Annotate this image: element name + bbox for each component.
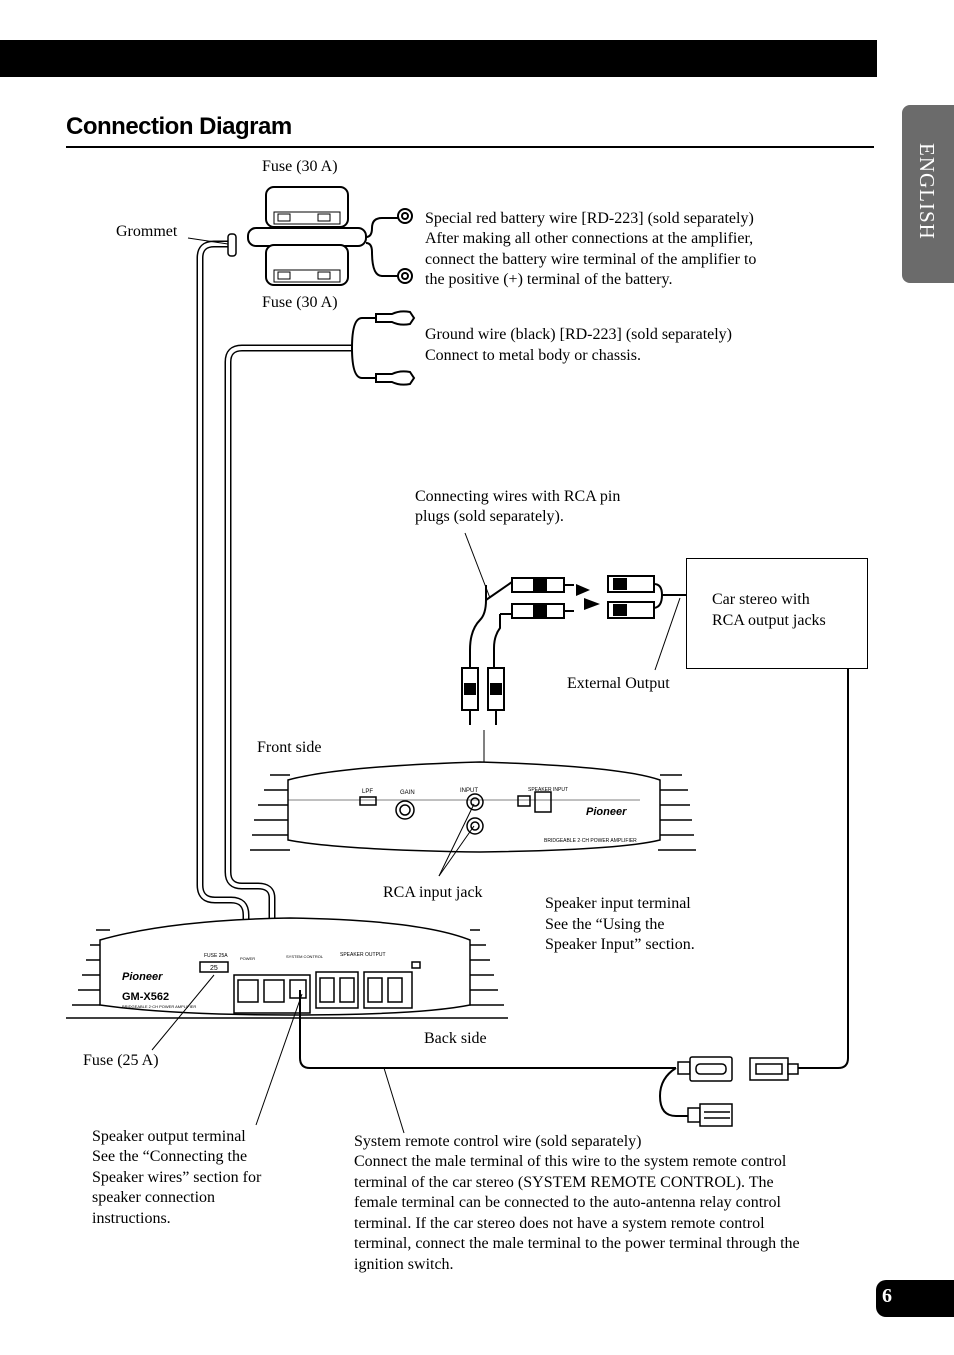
external-output-label: External Output	[567, 675, 670, 692]
speaker-input-line-1: Speaker input terminal	[545, 895, 691, 912]
fuse-25-label: Fuse (25 A)	[83, 1052, 159, 1069]
arrow-icon	[576, 584, 600, 610]
battery-wire-line-2: After making all other connections at the amplifier,	[425, 230, 754, 247]
grommet-label: Grommet	[116, 223, 178, 240]
amp-front-speaker-input: SPEAKER INPUT	[528, 787, 569, 793]
speaker-output-line-1: Speaker output terminal	[92, 1128, 246, 1145]
system-remote-line-2: Connect the male terminal of this wire to the system remote control	[354, 1153, 787, 1170]
fuse-holder-icon	[248, 187, 366, 285]
car-stereo-line-2: RCA output jacks	[712, 612, 826, 629]
rca-cable-icon	[462, 576, 686, 725]
system-remote-line-5: terminal. If the car stereo does not have a system remote control	[354, 1215, 765, 1232]
amp-front-tagline: BRIDGEABLE 2·CH POWER AMPLIFIER	[544, 838, 637, 844]
amp-back-fuse-value: 25	[210, 965, 218, 972]
rca-wires-line-2: plugs (sold separately).	[415, 508, 564, 525]
battery-wire-line-4: the positive (+) terminal of the battery.	[425, 271, 673, 288]
battery-terminal-icon	[366, 209, 412, 283]
fuse-top-label: Fuse (30 A)	[262, 158, 338, 175]
page-title: Connection Diagram	[66, 113, 292, 140]
ground-terminal-icon	[352, 311, 414, 384]
speaker-output-line-2: See the “Connecting the	[92, 1148, 248, 1165]
back-side-label: Back side	[424, 1030, 487, 1047]
amp-back-brand: Pioneer	[122, 971, 163, 983]
amp-back-tagline: BRIDGEABLE 2·CH POWER AMPLIFIER	[122, 1004, 197, 1009]
rca-wires-line-1: Connecting wires with RCA pin	[415, 488, 621, 505]
speaker-input-line-2: See the “Using the	[545, 916, 665, 933]
amplifier-back-illustration	[66, 918, 508, 1018]
amp-back-model: GM-X562	[122, 991, 170, 1003]
language-tab-label: ENGLISH	[915, 143, 939, 240]
rca-input-jack-label: RCA input jack	[383, 884, 483, 901]
car-stereo-line-1: Car stereo with	[712, 591, 810, 608]
amp-back-system-control: SYSTEM CONTROL	[286, 954, 324, 959]
system-remote-line-4: female terminal can be connected to the auto-antenna relay control	[354, 1194, 781, 1211]
car-stereo-box	[686, 558, 868, 669]
speaker-input-line-3: Speaker Input” section.	[545, 936, 695, 953]
speaker-output-line-5: instructions.	[92, 1210, 171, 1227]
amp-front-brand: Pioneer	[586, 806, 627, 818]
system-remote-line-6: terminal, connect the male terminal to the power terminal through the	[354, 1235, 800, 1252]
amp-front-lpf: LPF	[362, 789, 374, 795]
speaker-output-line-3: Speaker wires” section for	[92, 1169, 262, 1186]
battery-wire-line-1: Special red battery wire [RD-223] (sold separately)	[425, 210, 754, 227]
amp-back-fuse-label: FUSE 25A	[204, 953, 228, 959]
grommet-icon	[228, 234, 236, 256]
system-remote-line-3: terminal of the car stereo (SYSTEM REMOTE CONTROL). The	[354, 1174, 774, 1191]
amp-back-speaker-output: SPEAKER OUTPUT	[340, 952, 386, 958]
speaker-output-line-4: speaker connection	[92, 1189, 216, 1206]
remote-connector-icon	[678, 1057, 798, 1126]
front-side-label: Front side	[257, 739, 322, 756]
system-remote-line-1: System remote control wire (sold separately)	[354, 1133, 642, 1150]
ground-wire-line-2: Connect to metal body or chassis.	[425, 347, 641, 364]
amp-front-input: INPUT	[460, 788, 478, 794]
system-remote-line-7: ignition switch.	[354, 1256, 454, 1273]
battery-wire-line-3: connect the battery wire terminal of the amplifier to	[425, 251, 757, 268]
page-number: 6	[882, 1285, 892, 1307]
fuse-bottom-label: Fuse (30 A)	[262, 294, 338, 311]
amp-back-power: POWER	[240, 956, 256, 961]
ground-wire-line-1: Ground wire (black) [RD-223] (sold separately)	[425, 326, 733, 343]
power-wire	[200, 244, 352, 985]
amp-front-gain: GAIN	[400, 790, 415, 796]
